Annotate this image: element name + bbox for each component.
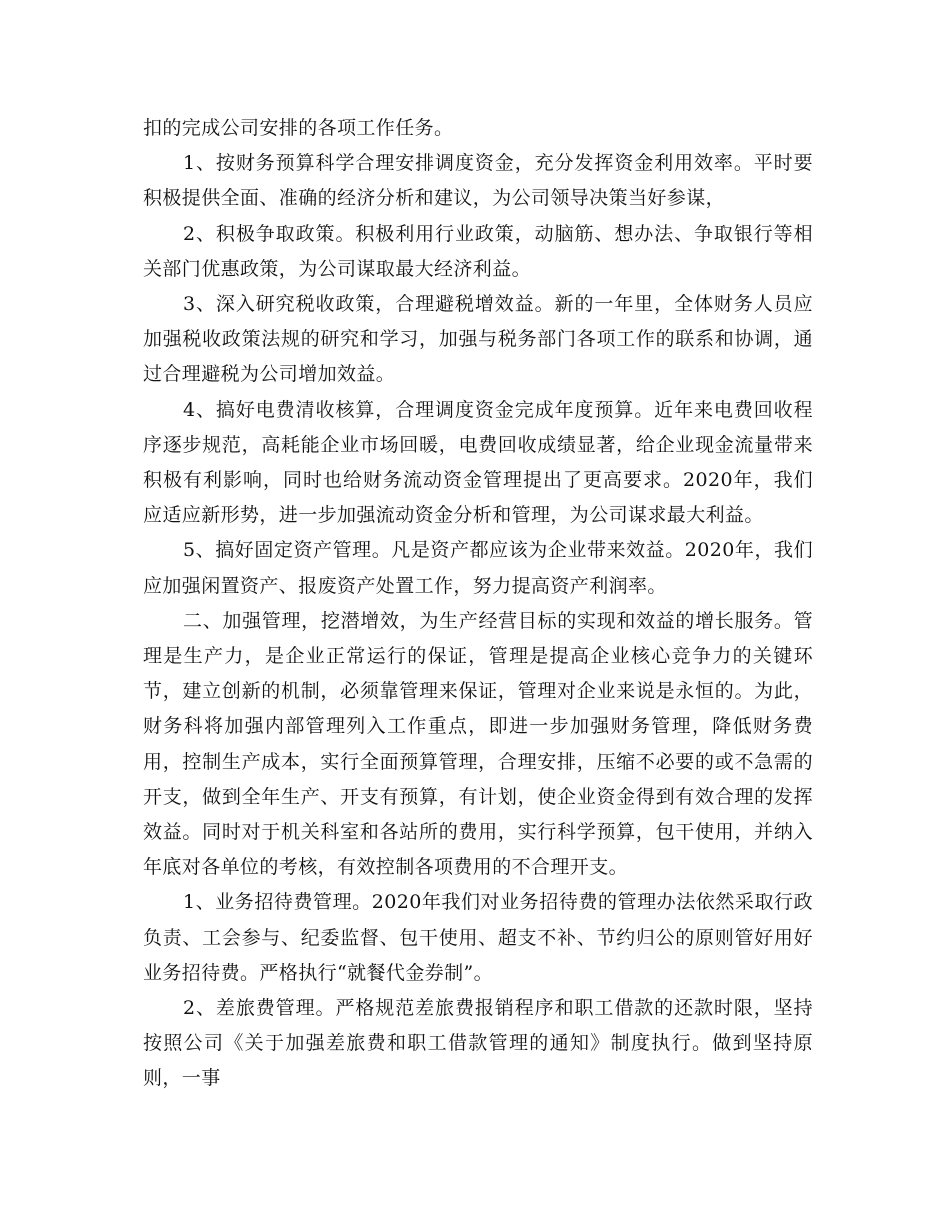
paragraph-item-tax: 3、深入研究税收政策，合理避税增效益。新的一年里，全体财务人员应加强税收政策法规的研究和学习，加强与税务部门各项工作的联系和协调，通过合理避税为公司增加效益。	[143, 293, 813, 386]
paragraph-item-budget-funds: 1、按财务预算科学合理安排调度资金，充分发挥资金利用效率。平时要积极提供全面、准确的经济分析和建议，为公司领导决策当好参谋，	[143, 152, 813, 210]
paragraph-item-hospitality: 1、业务招待费管理。2020年我们对业务招待费的管理办法依然采取行政负责、工会参与、纪委监督、包干使用、超支不补、节约归公的原则管好用好业务招待费。严格执行“就餐代金券制”。	[143, 891, 813, 984]
paragraph-item-policy: 2、积极争取政策。积极利用行业政策，动脑筋、想办法、争取银行等相关部门优惠政策，为公司谋取最大经济利益。	[143, 222, 813, 280]
paragraph-item-electricity-fees: 4、搞好电费清收核算，合理调度资金完成年度预算。近年来电费回收程序逐步规范，高耗能企业市场回暖，电费回收成绩显著，给企业现金流量带来积极有利影响，同时也给财务流动资金管理提出了更高要求。2020年，我们应适应新形势，进一步加强流动资金分析和管理，为公司谋求最大利益。	[143, 398, 813, 527]
paragraph-item-travel: 2、差旅费管理。严格规范差旅费报销程序和职工借款的还款时限，坚持按照公司《关于加强差旅费和职工借款管理的通知》制度执行。做到坚持原则，一事	[143, 997, 813, 1090]
document-body	[143, 111, 813, 1097]
paragraph-continuation: 扣的完成公司安排的各项工作任务。	[143, 117, 454, 139]
paragraph-item-fixed-assets: 5、搞好固定资产管理。凡是资产都应该为企业带来效益。2020年，我们应加强闲置资产、报废资产处置工作，努力提高资产利润率。	[143, 539, 813, 597]
paragraph-section-management: 二、加强管理，挖潜增效，为生产经营目标的实现和效益的增长服务。管理是生产力，是企业正常运行的保证，管理是提高企业核心竞争力的关键环节，建立创新的机制，必须靠管理来保证，管理对企业来说是永恒的。为此，财务科将加强内部管理列入工作重点，即进一步加强财务管理，降低财务费用，控制生产成本，实行全面预算管理，合理安排，压缩不必要的或不急需的开支，做到全年生产、开支有预算，有计划，使企业资金得到有效合理的发挥效益。同时对于机关科室和各站所的费用，实行科学预算，包干使用，并纳入年底对各单位的考核，有效控制各项费用的不合理开支。	[143, 609, 813, 879]
